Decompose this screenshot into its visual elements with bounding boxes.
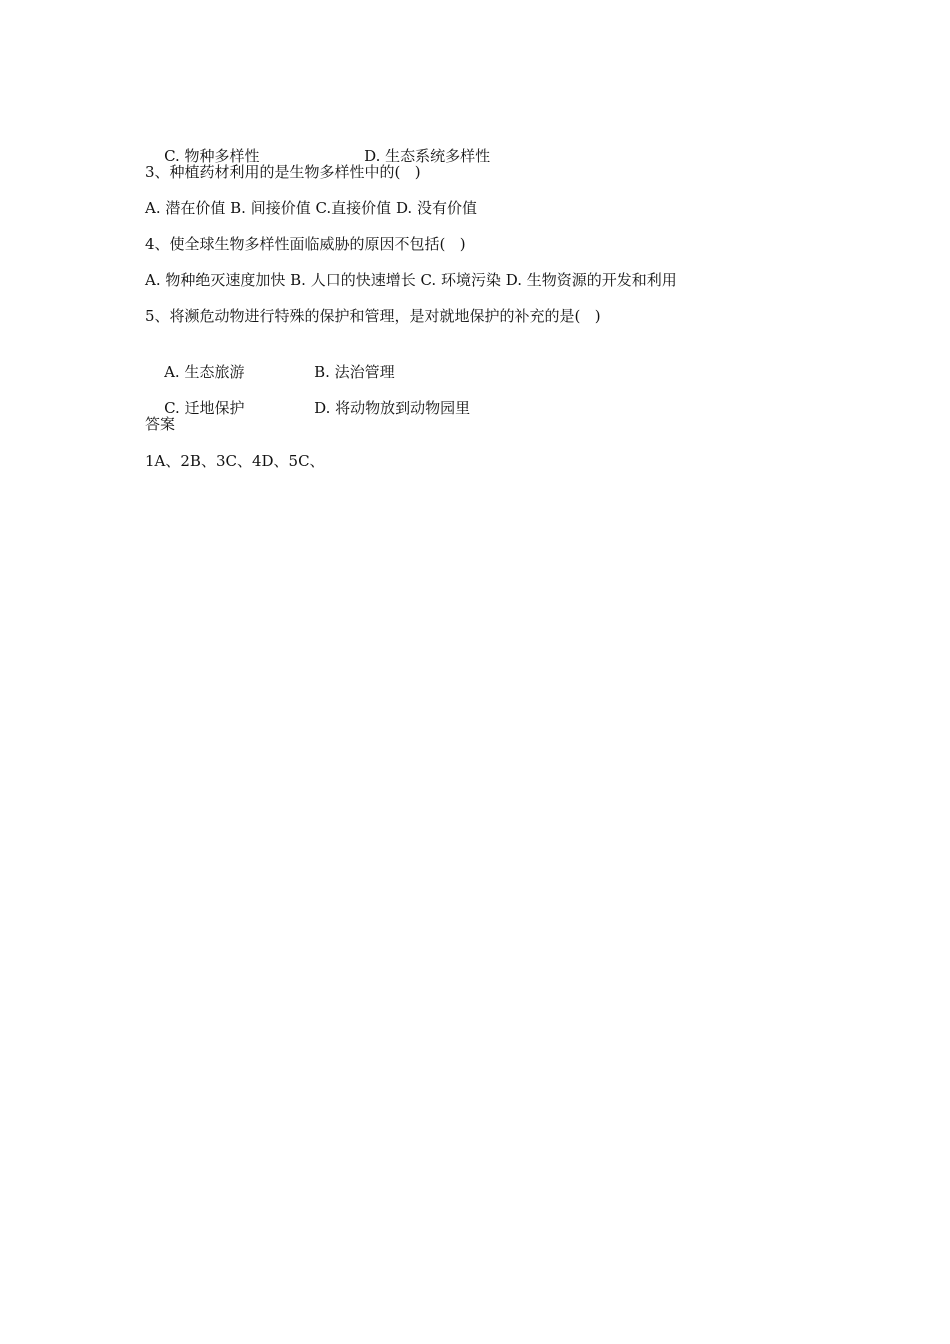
answer-heading: 答案 [145, 415, 176, 433]
q4-options: A. 物种绝灭速度加快 B. 人口的快速增长 C. 环境污染 D. 生物资源的开发和利用 [145, 271, 677, 289]
q3-options: A. 潜在价值 B. 间接价值 C.直接价值 D. 没有价值 [145, 199, 477, 217]
q3-question: 3、种植药材利用的是生物多样性中的( ) [145, 163, 421, 181]
q5-option-d: D. 将动物放到动物园里 [314, 399, 471, 417]
q5-question: 5、将濒危动物进行特殊的保护和管理，是对就地保护的补充的是( ) [145, 307, 601, 325]
answer-text: 1A、2B、3C、4D、5C、 [145, 452, 325, 470]
q5-option-c: C. 迁地保护 [164, 399, 245, 417]
q5-option-a: A. 生态旅游 [164, 363, 245, 381]
q2-option-d: D. 生态系统多样性 [364, 147, 491, 165]
q4-question: 4、使全球生物多样性面临威胁的原因不包括( ) [145, 235, 466, 253]
q5-option-b: B. 法治管理 [314, 363, 395, 381]
q5-options-row-2 [145, 378, 470, 438]
q2-option-c: C. 物种多样性 [164, 147, 260, 165]
